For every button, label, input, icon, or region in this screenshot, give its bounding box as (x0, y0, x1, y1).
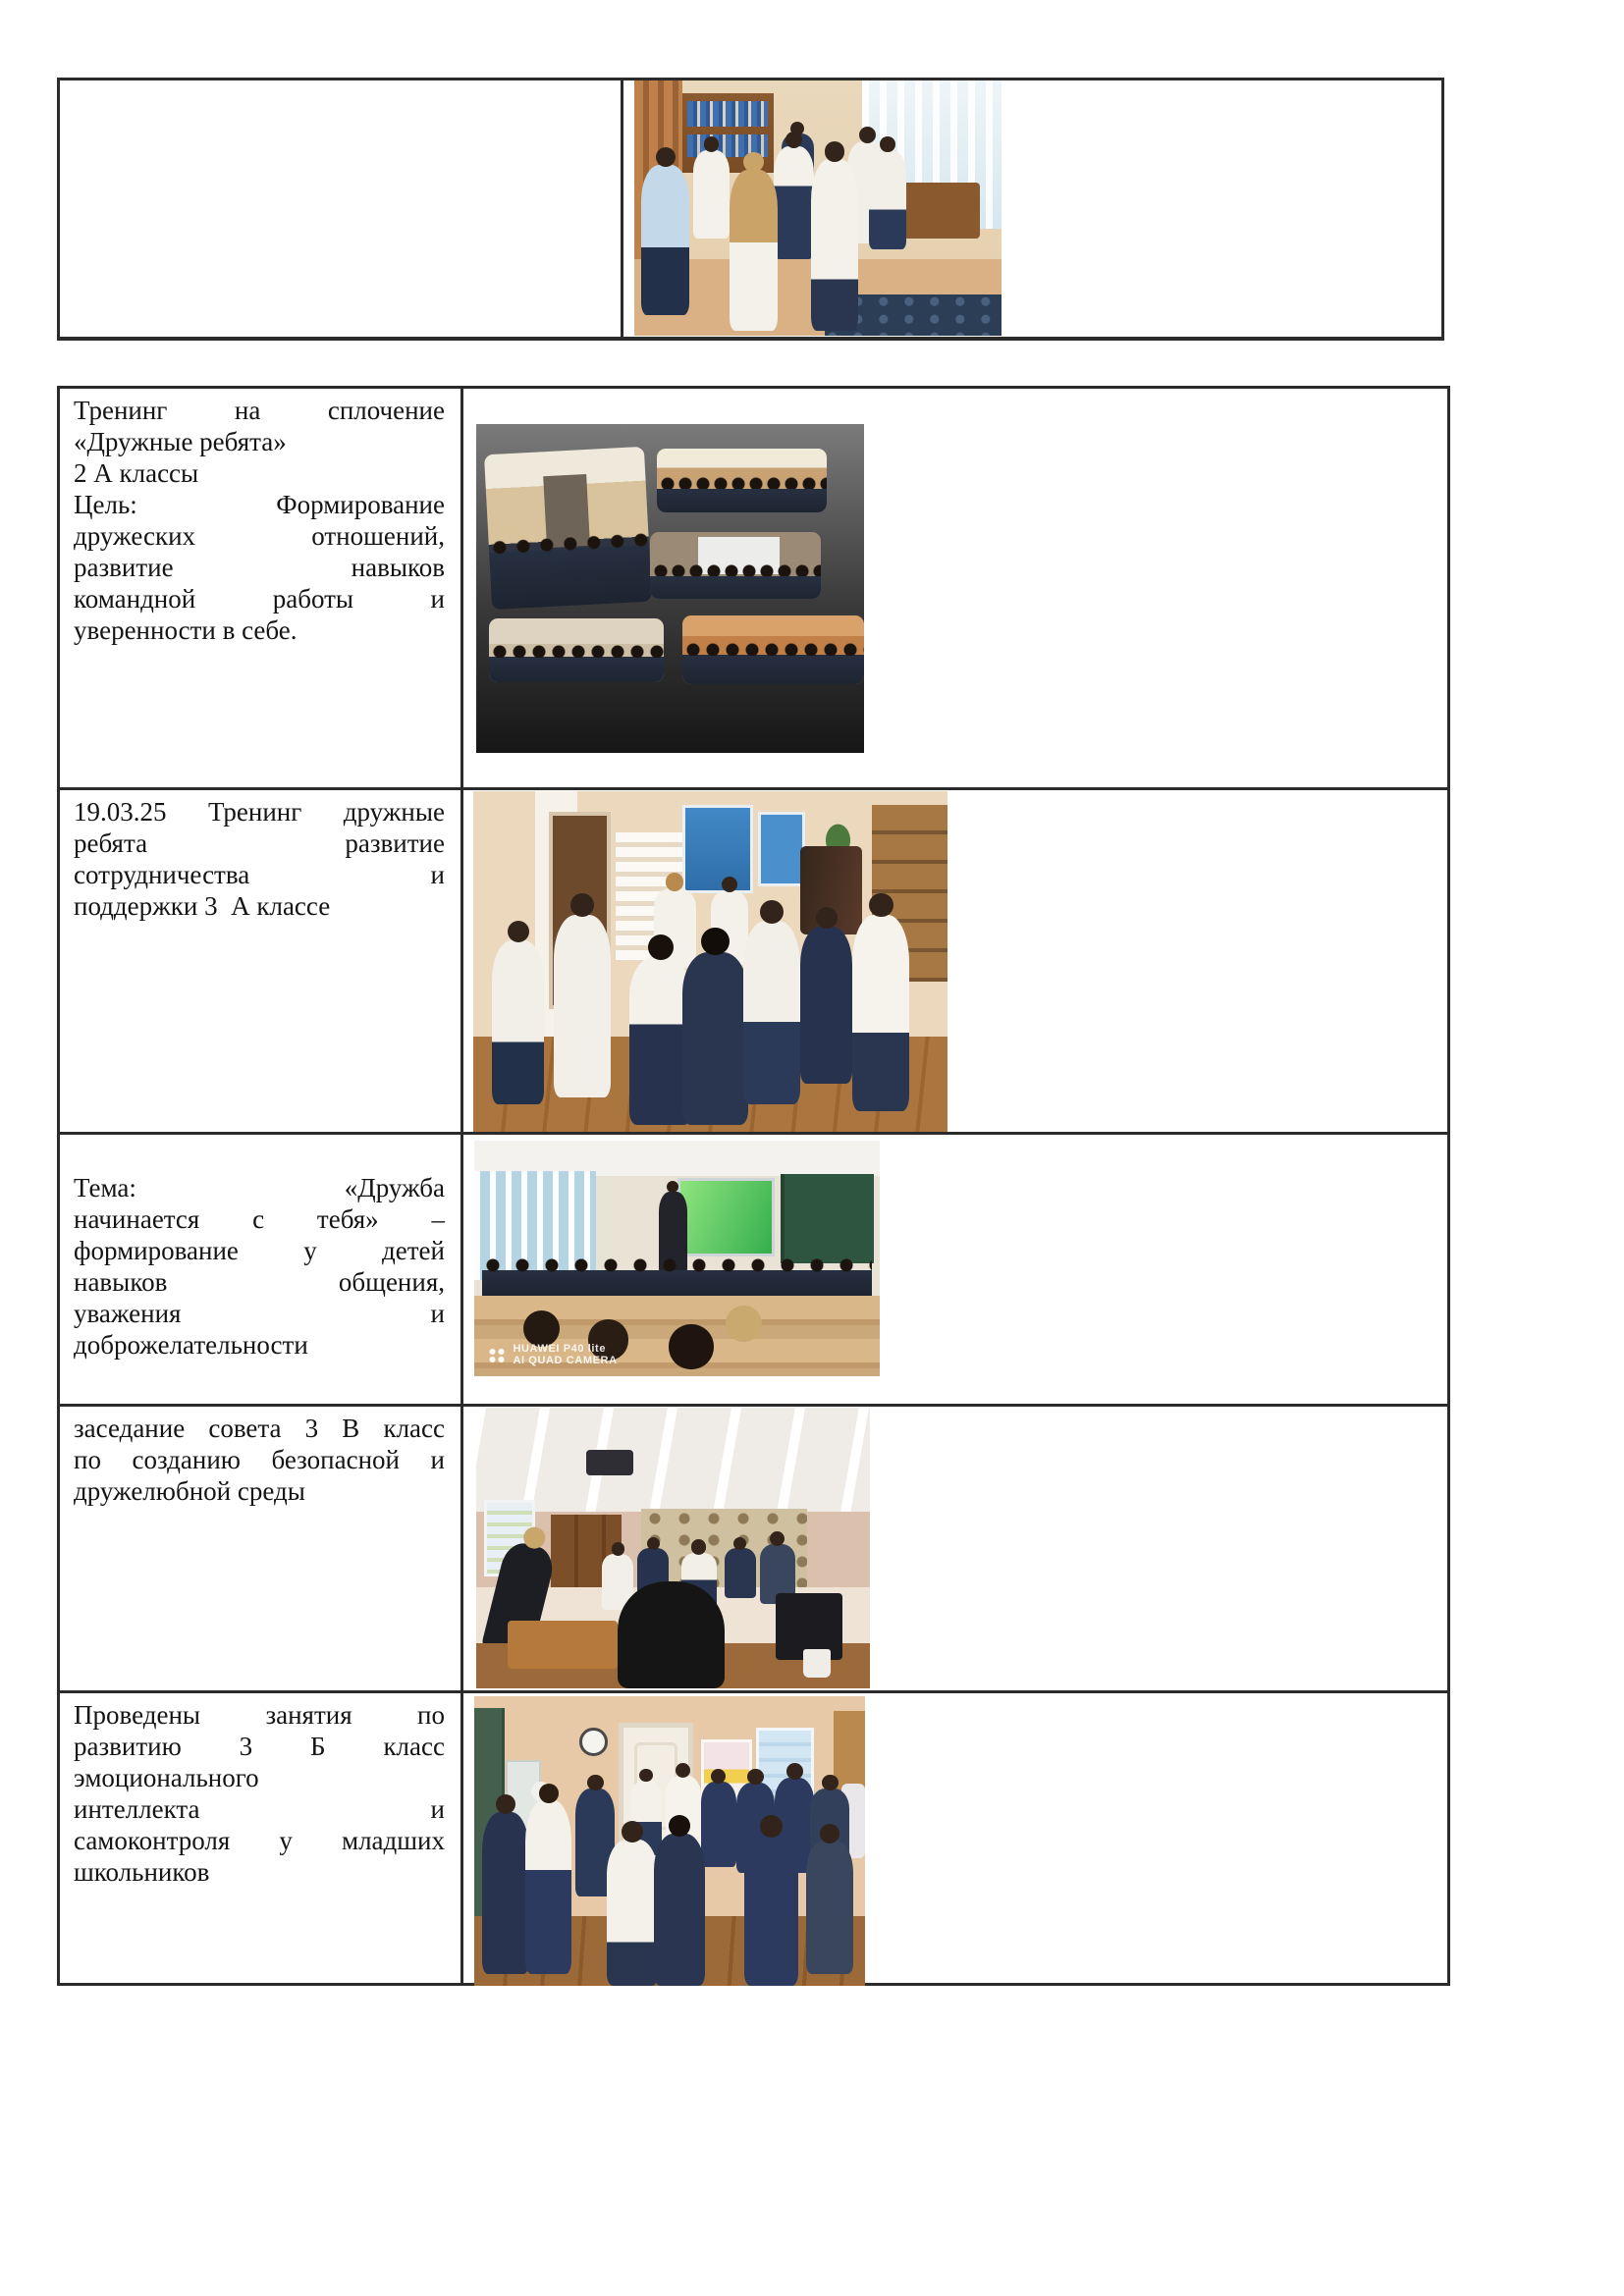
student-head (669, 1324, 713, 1368)
children-standing-circle (489, 645, 664, 682)
projector (586, 1450, 633, 1475)
student-head (523, 1310, 560, 1347)
watermark-line2: AI QUAD CAMERA (513, 1354, 618, 1366)
student-figure (774, 132, 814, 259)
watermark-line1: HUAWEI P40 lite (513, 1343, 607, 1356)
row-photo-cell (463, 1693, 1447, 1983)
text-line: развитие навыков (74, 553, 445, 582)
table-top-empty-cell (60, 80, 623, 337)
text-line: начинается с тебя» – (74, 1204, 445, 1234)
student-figure (811, 141, 859, 330)
text-line: навыков общения, (74, 1267, 445, 1297)
table-top-photo-cell (623, 80, 1441, 337)
row-text-cell (60, 1693, 463, 1983)
student-figure (743, 900, 800, 1104)
text-line: дружеских отношений, (74, 521, 445, 551)
student-figure-blonde-braid (730, 152, 778, 331)
table-row-training-cohesion (60, 389, 1447, 787)
text-line (74, 1141, 445, 1172)
collage-photo-2 (657, 449, 827, 512)
row-photo-cell (463, 389, 1447, 787)
chalkboard-green (781, 1174, 874, 1263)
row-text-cell (60, 389, 463, 787)
table-main (57, 386, 1450, 1986)
table-row-council-meeting (60, 1404, 1447, 1690)
text-line: самоконтроля у младших (74, 1826, 445, 1855)
info-board-blue (758, 812, 805, 886)
text-line: формирование у детей (74, 1236, 445, 1265)
text-line: доброжелательности (74, 1330, 308, 1360)
collage-photo-3 (650, 532, 821, 599)
student-figure (641, 147, 689, 316)
ceiling (476, 1408, 870, 1512)
huawei-watermark (488, 1344, 617, 1366)
text-line: школьников (74, 1857, 210, 1887)
students-at-desks (657, 477, 827, 512)
text-line: Тема: «Дружба (74, 1173, 445, 1202)
student-figure (693, 136, 730, 239)
student-figure (554, 893, 611, 1097)
text-line: Цель: Формирование (74, 490, 445, 519)
quad-camera-logo-icon (488, 1348, 506, 1363)
row-photo-cell (463, 1407, 1447, 1690)
table-row-emotional-intelligence (60, 1690, 1447, 1983)
text-line: по созданию безопасной и (74, 1445, 445, 1474)
student-figure (682, 928, 749, 1125)
text-line: развитию 3 Б класс (74, 1732, 445, 1761)
table-top (57, 78, 1444, 341)
text-line: заседание совета 3 В класс (74, 1414, 445, 1443)
photo-council-meeting (476, 1408, 870, 1688)
children-raising-hands (650, 564, 821, 599)
table-row-friendship-theme (60, 1132, 1447, 1404)
photo-circle-by-door (474, 1696, 865, 1986)
text-line: ребята развитие (74, 828, 445, 858)
row-text-cell (60, 1135, 463, 1404)
text-line: 2 А классы (74, 458, 199, 488)
smartboard-green (677, 1178, 775, 1255)
white-mug (803, 1649, 831, 1678)
wall-clock (579, 1728, 608, 1756)
collage-photo-4 (489, 618, 664, 682)
students-at-desks-back (482, 1258, 871, 1296)
row-text-cell (60, 1407, 463, 1690)
photo-lesson-greenboard (474, 1141, 880, 1376)
text-line: 19.03.25 Тренинг дружные (74, 797, 445, 827)
collage-photo-1 (484, 447, 652, 610)
student-figure-front (607, 1821, 658, 1986)
student-figure (725, 1537, 756, 1599)
text-line: эмоционального (74, 1763, 259, 1792)
student-figure (701, 1769, 736, 1867)
photo-students-group (634, 80, 1001, 336)
student-figure-front (654, 1815, 705, 1986)
row-text-cell (60, 790, 463, 1132)
children-standing-group (682, 643, 864, 684)
student-figure-front (744, 1815, 799, 1986)
student-figure (869, 136, 905, 248)
text-line: «Дружные ребята» (74, 427, 287, 456)
text-line: сотрудничества и (74, 860, 445, 889)
text-line: уверенности в себе. (74, 615, 298, 645)
student-figure (852, 893, 909, 1111)
blue-binders (687, 101, 768, 127)
text-line: дружелюбной среды (74, 1476, 305, 1506)
table-row-training-19-03 (60, 787, 1447, 1132)
photo-children-circle (473, 791, 947, 1132)
student-figure-white-bow (525, 1784, 572, 1975)
text-line: интеллекта и (74, 1794, 445, 1824)
text-line: командной работы и (74, 584, 445, 614)
student-figure (492, 921, 544, 1104)
student-figure (800, 907, 852, 1084)
text-line: поддержки 3 А классе (74, 891, 331, 921)
row-photo-cell (463, 790, 1447, 1132)
collage-photo-5 (682, 615, 864, 684)
text-line: Тренинг на сплочение (74, 396, 445, 425)
office-chair-black (618, 1581, 724, 1688)
student-figure-front (806, 1824, 853, 1974)
student-figure (482, 1794, 529, 1974)
text-line: Проведены занятия по (74, 1700, 445, 1730)
meeting-desk (508, 1621, 618, 1669)
children-raising-hands (489, 533, 652, 610)
photo-collage-training (476, 424, 864, 753)
row-photo-cell (463, 1135, 1447, 1404)
text-line: уважения и (74, 1299, 445, 1328)
